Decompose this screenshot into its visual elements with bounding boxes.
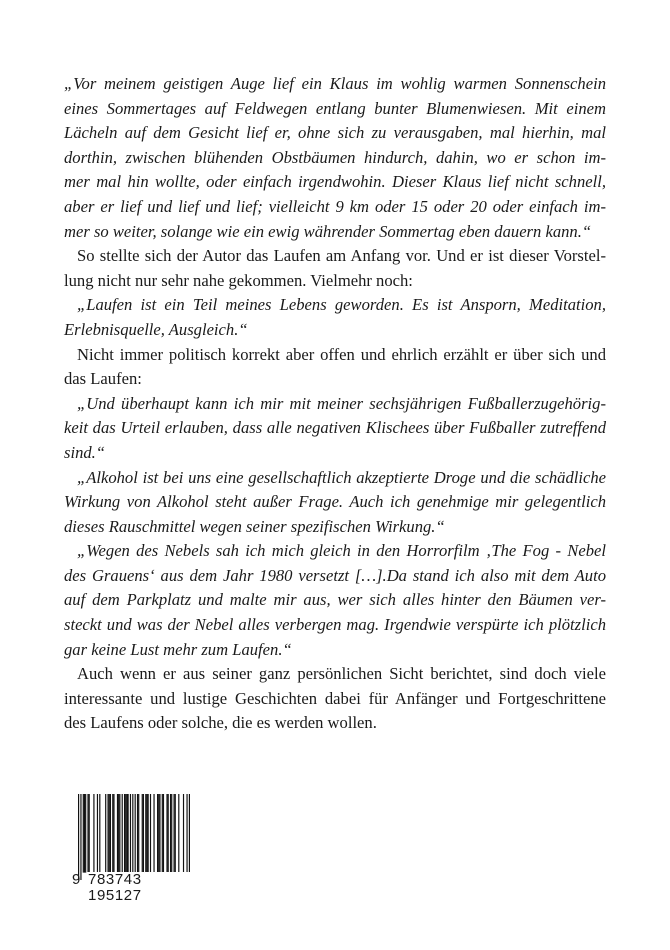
barcode-bar	[159, 794, 160, 873]
text-line: lung nicht nur sehr nahe gekommen. Vielmehr noch:	[64, 270, 413, 290]
text-line: interessante und lustige Geschichten dabei für Anfänger und Fortgeschrittene	[64, 688, 606, 708]
barcode-bar	[110, 794, 111, 873]
barcode-bar	[80, 794, 81, 880]
back-cover-text	[64, 72, 606, 736]
barcode-bar	[135, 794, 136, 880]
text-line: aber er lief und lief und lief; vielleicht 9 km oder 15 oder 20 oder einfach im-	[64, 196, 606, 216]
text-line: „Wegen des Nebels sah ich mich gleich in den Horrorfilm ‚The Fog - Nebel	[77, 541, 606, 561]
quote-paragraph	[64, 466, 606, 540]
barcode-bar	[117, 794, 118, 873]
body-paragraph	[64, 343, 606, 392]
barcode-bar	[173, 794, 174, 873]
barcode-bar	[85, 794, 86, 873]
barcode-bar	[119, 794, 120, 873]
barcode-bar	[89, 794, 90, 873]
barcode-bar	[105, 794, 106, 873]
barcode-bar	[126, 794, 127, 873]
text-line: dorthin, zwischen blühenden Obstbäumen hindurch, dahin, wo er schon im-	[64, 147, 606, 167]
text-line: sind.“	[64, 442, 106, 462]
text-line: Nicht immer politisch korrekt aber offen und ehrlich erzählt er über sich und	[77, 344, 606, 364]
barcode-bar	[171, 794, 172, 873]
barcode-bar	[146, 794, 147, 873]
text-line: „Vor meinem geistigen Auge lief ein Klaus im wohlig warmen Sonnenschein	[64, 74, 606, 93]
barcode-bar	[157, 794, 158, 873]
barcode-bar	[113, 794, 114, 873]
barcode-bar	[109, 794, 110, 873]
text-line: Erlebnisquelle, Ausgleich.“	[64, 319, 248, 339]
text-line: mer mal hin wollte, oder einfach irgendwohin. Dieser Klaus lief nicht schnell,	[64, 172, 606, 192]
text-line: gar keine Lust mehr zum Laufen.“	[64, 639, 292, 659]
barcode-bar	[128, 794, 129, 873]
barcode-bar	[118, 794, 119, 873]
barcode-bar	[78, 794, 79, 880]
barcode-bar	[84, 794, 85, 873]
text-line: keit das Urteil erlauben, dass alle negativen Klischees über Fußballer zutreffend	[64, 418, 606, 438]
barcode-bar	[150, 794, 151, 873]
text-line: das Laufen:	[64, 369, 142, 389]
body-paragraph	[64, 662, 606, 736]
quote-paragraph	[64, 72, 606, 244]
barcode-bar	[87, 794, 88, 873]
barcode-bar	[132, 794, 133, 880]
text-line: dieses Rauschmittel wegen seiner spezifischen Wirkung.“	[64, 516, 445, 536]
barcode-bar	[112, 794, 113, 873]
barcode-bar	[163, 794, 164, 873]
quote-paragraph	[64, 392, 606, 466]
quote-paragraph	[64, 293, 606, 342]
barcode-bar	[125, 794, 126, 873]
text-line: des Laufens oder solche, die es werden wollen.	[64, 713, 377, 733]
text-line: auf dem Parkplatz und malte mir aus, wer sich alles hinter den Bäumen ver-	[64, 590, 606, 610]
barcode-bar	[162, 794, 163, 873]
barcode-bar	[122, 794, 123, 873]
text-line: „Und überhaupt kann ich mir mit meiner sechsjährigen Fußballerzugehörig-	[77, 393, 606, 413]
barcode-bar	[142, 794, 143, 873]
text-line: Lächeln auf dem Gesicht lief er, ohne sich zu verausgaben, mal hierhin, mal	[64, 123, 606, 143]
barcode-bar	[97, 794, 98, 873]
text-line: So stellte sich der Autor das Laufen am Anfang vor. Und er ist dieser Vorstel-	[77, 246, 606, 266]
text-line: des Grauens‘ aus dem Jahr 1980 versetzt […].Da stand ich also mit dem Auto	[64, 565, 606, 585]
barcode-bar	[148, 794, 149, 873]
barcode-bar	[183, 794, 184, 873]
barcode-first-digit: 9	[72, 871, 81, 888]
barcode-bar	[189, 794, 190, 880]
barcode-bar	[124, 794, 125, 873]
barcode-bar	[178, 794, 179, 873]
barcode-bars	[78, 794, 190, 880]
barcode-bar	[107, 794, 108, 873]
barcode-bar	[175, 794, 176, 873]
text-line: eines Sommertages auf Feldwegen entlang bunter Blumenwiesen. Mit einem	[64, 98, 606, 118]
barcode-bar	[93, 794, 94, 873]
barcode-bar	[143, 794, 144, 873]
barcode-bar	[166, 794, 167, 873]
barcode-bar	[99, 794, 100, 873]
text-line: mer so weiter, solange wie ein ewig währender Sommertag eben dauern kann.“	[64, 221, 592, 241]
barcode-bar	[153, 794, 154, 873]
text-line: „Laufen ist ein Teil meines Lebens geworden. Es ist Ansporn, Meditation,	[77, 295, 606, 315]
barcode-bar	[83, 794, 84, 873]
quote-paragraph	[64, 539, 606, 662]
barcode-bar	[138, 794, 139, 873]
text-line: steckt und was der Nebel alles verbergen mag. Irgendwie verspürte ich plötzlich	[64, 615, 606, 635]
text-line: „Alkohol ist bei uns eine gesellschaftlich akzeptierte Droge und die schädliche	[77, 467, 606, 487]
text-line: Wirkung von Alkohol steht außer Frage. Auch ich genehmige mir gelegentlich	[64, 492, 606, 512]
barcode-bar	[168, 794, 169, 873]
barcode-bar	[130, 794, 131, 873]
barcode-bar	[145, 794, 146, 873]
barcode-bar	[137, 794, 138, 873]
barcode-bar	[158, 794, 159, 873]
barcode-number: 783743 195127	[87, 872, 196, 904]
barcode-bar	[186, 794, 187, 880]
body-paragraph	[64, 244, 606, 293]
isbn-barcode	[72, 788, 196, 904]
barcode-bar	[170, 794, 171, 873]
text-line: Auch wenn er aus seiner ganz persönlichen Sicht berichtet, sind doch viele	[77, 664, 606, 684]
